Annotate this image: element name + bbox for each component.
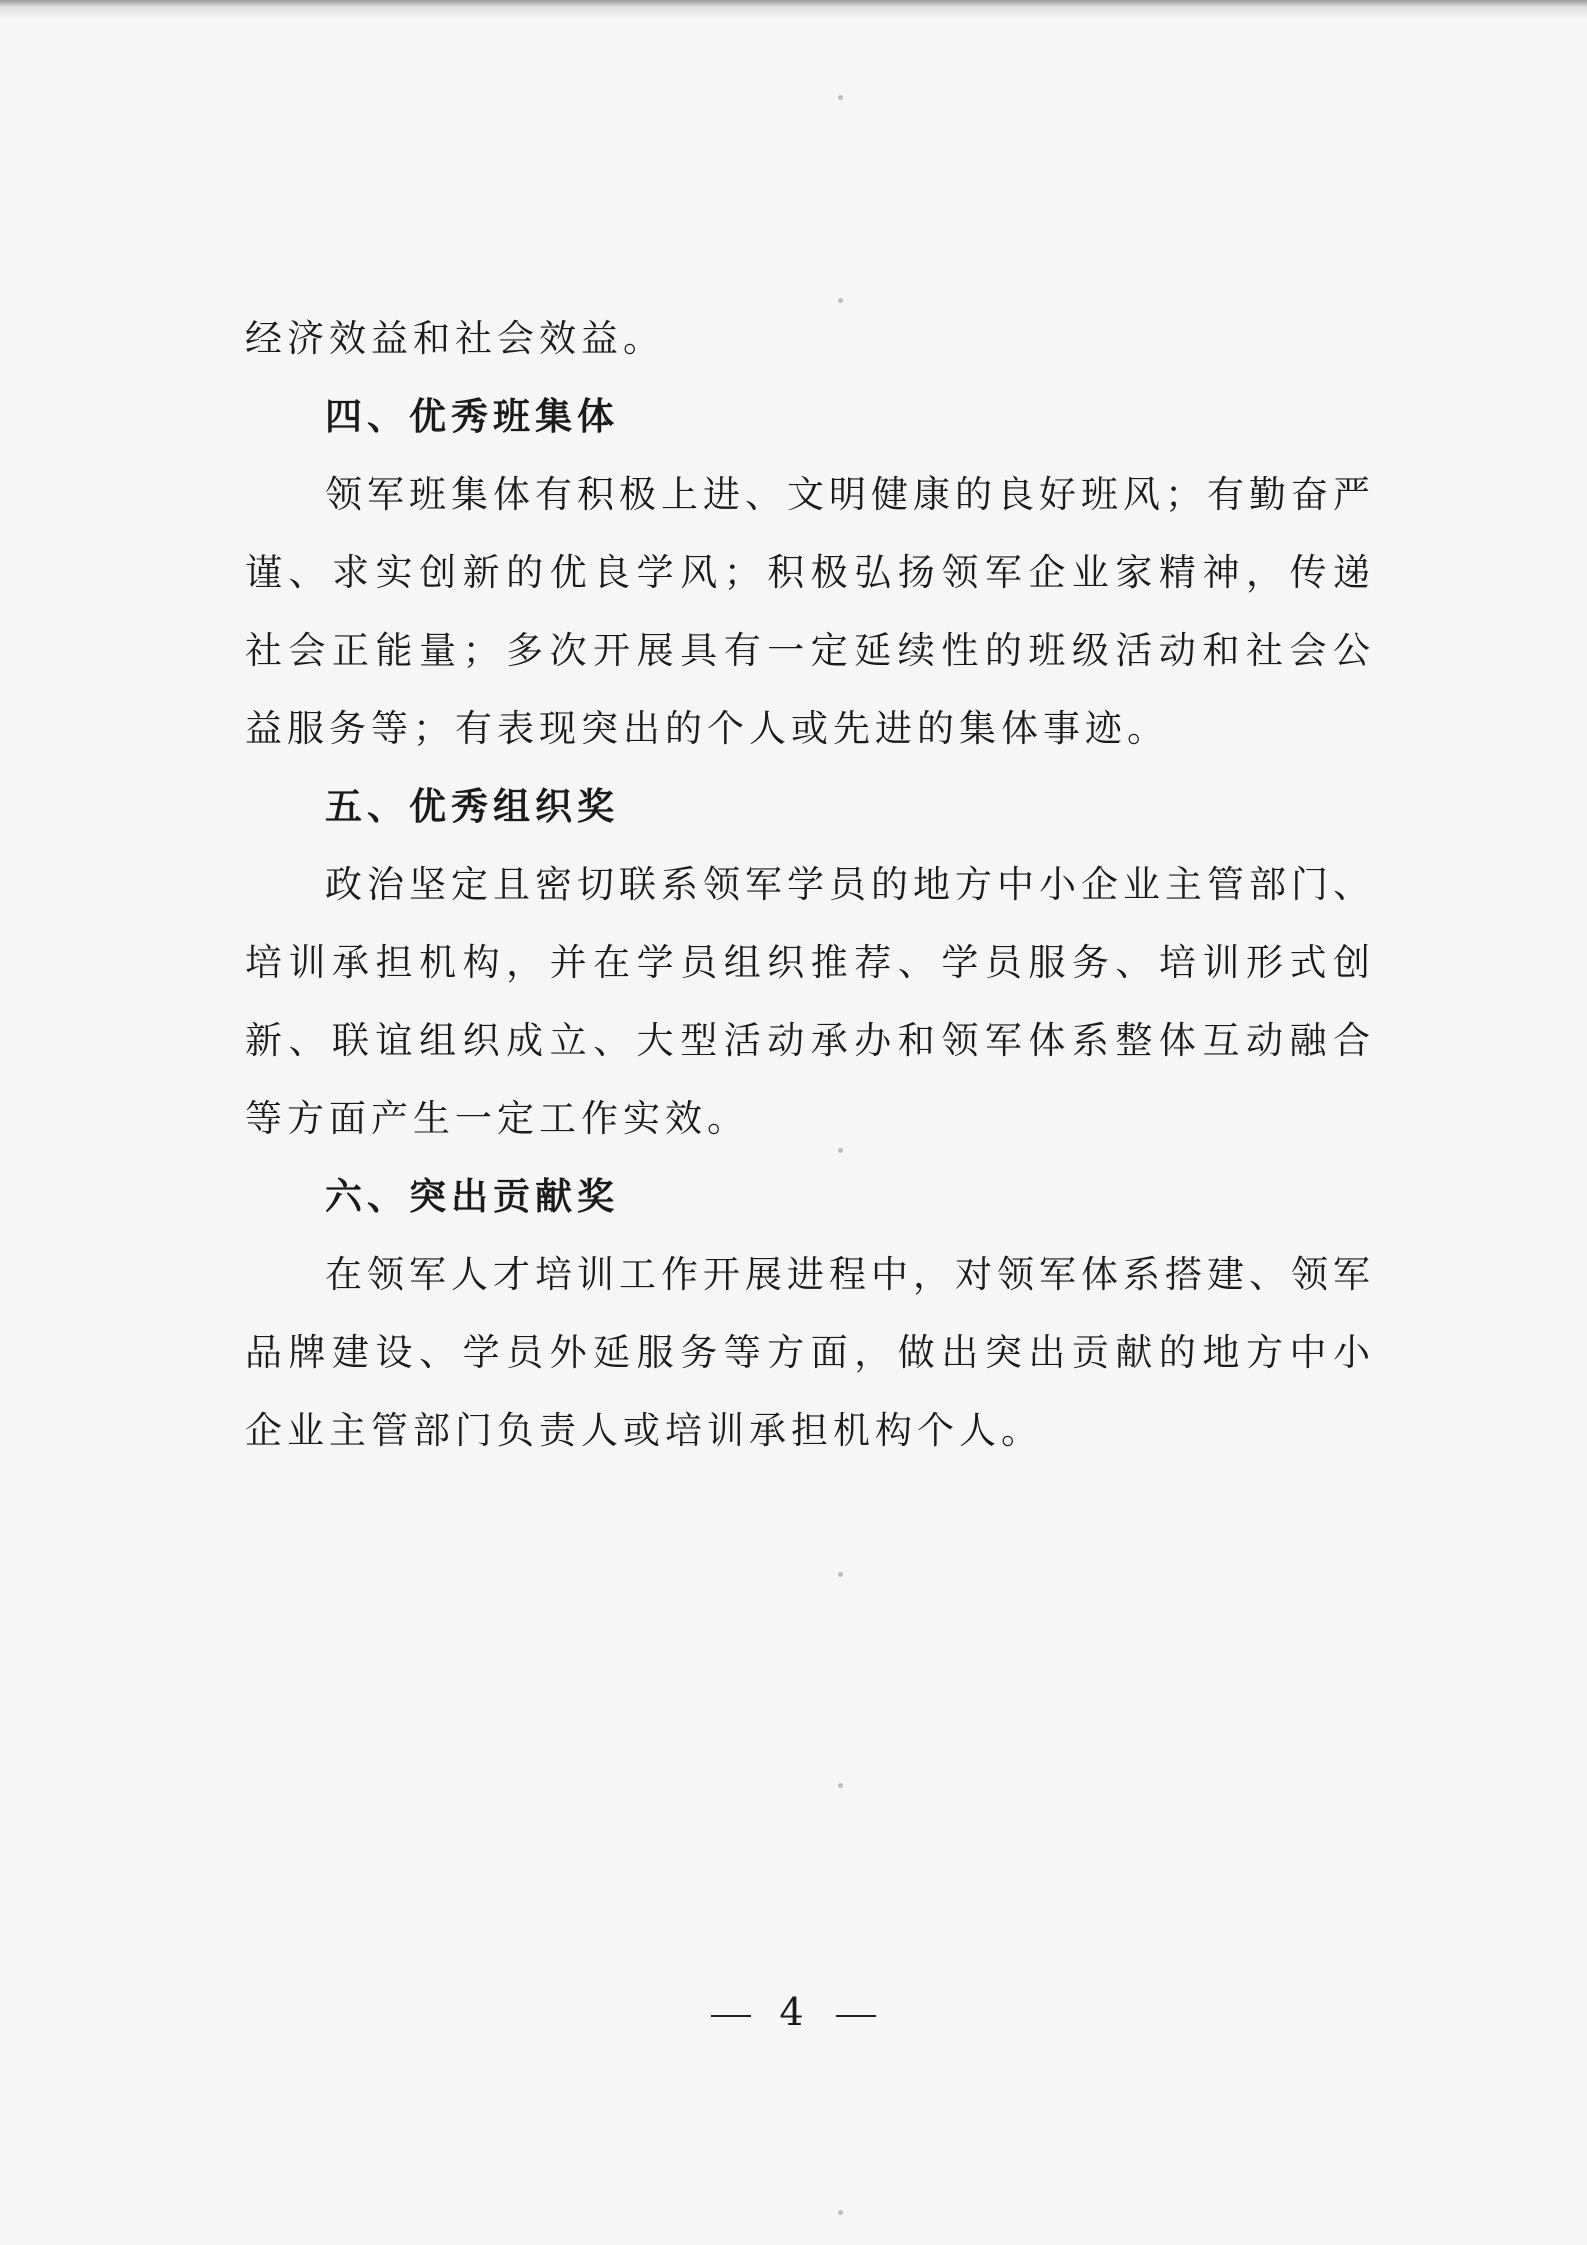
paragraph-contribution-award: 在领军人才培训工作开展进程中，对领军体系搭建、领军品牌建设、学员外延服务等方面，做出突出贡献的地方中小企业主管部门负责人或培训承担机构个人。 [245, 1253, 1375, 1452]
footer-dash-left [711, 2015, 751, 2017]
scan-speck [838, 2210, 843, 2215]
paragraph-continuation: 经济效益和社会效益。 [245, 317, 665, 360]
scan-speck [838, 1783, 843, 1788]
document-body [245, 300, 1375, 1470]
scan-speck [838, 95, 843, 100]
page-number: 4 [779, 1990, 808, 2034]
page-footer [0, 1990, 1587, 2034]
footer-dash-right [836, 2015, 876, 2017]
scan-top-edge [0, 0, 1587, 18]
heading-contribution-award: 六、突出贡献奖 [325, 1175, 619, 1218]
paragraph-organization-award: 政治坚定且密切联系领军学员的地方中小企业主管部门、培训承担机构，并在学员组织推荐、学员服务、培训形式创新、联谊组织成立、大型活动承办和领军体系整体互动融合等方面产生一定工作实效。 [245, 863, 1375, 1140]
paragraph-excellent-class: 领军班集体有积极上进、文明健康的良好班风；有勤奋严谨、求实创新的优良学风；积极弘扬领军企业家精神，传递社会正能量；多次开展具有一定延续性的班级活动和社会公益服务等；有表现突出的个人或先进的集体事迹。 [245, 473, 1375, 750]
scan-speck [838, 1572, 843, 1577]
heading-excellent-class: 四、优秀班集体 [325, 395, 619, 438]
heading-organization-award: 五、优秀组织奖 [325, 785, 619, 828]
